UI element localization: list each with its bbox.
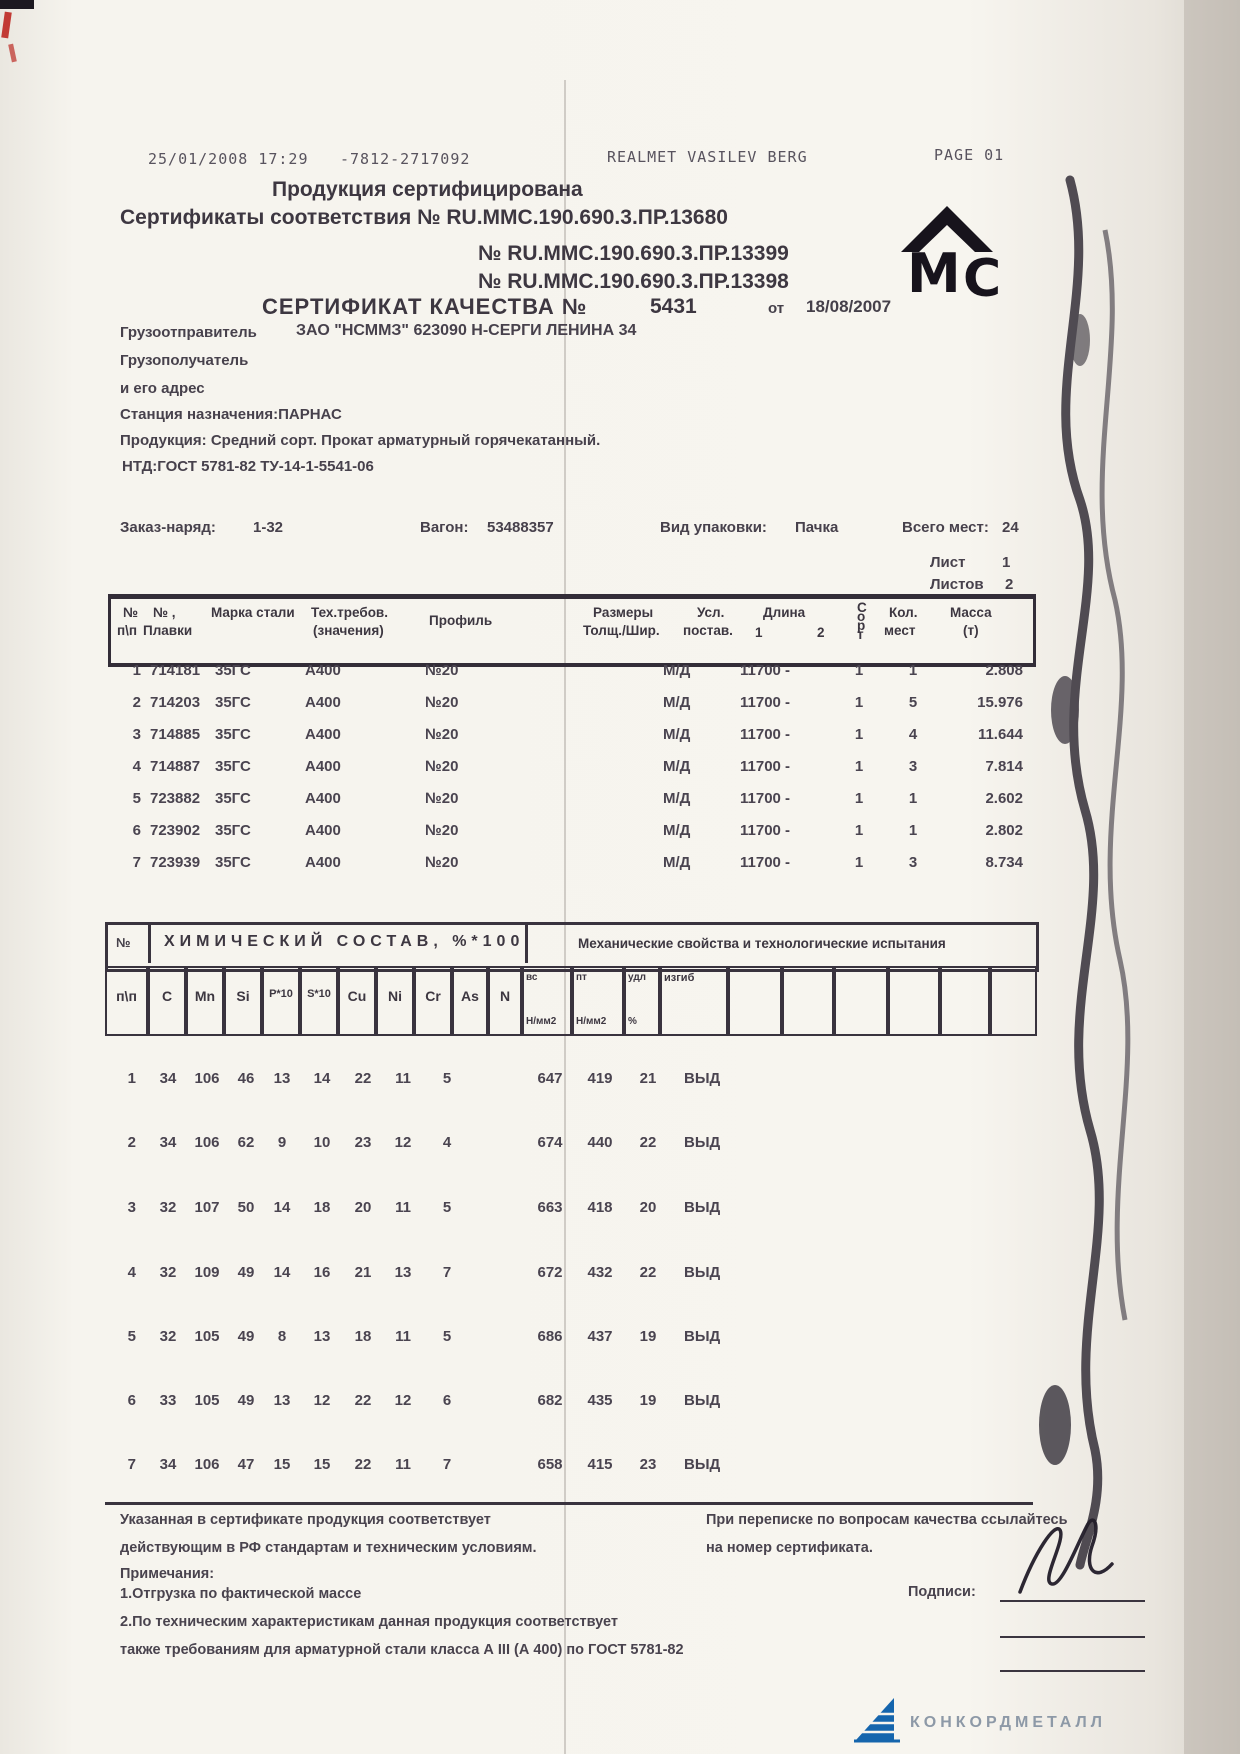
chem-table-title-band — [105, 922, 1039, 972]
row-no: 1 — [132, 662, 141, 679]
ntd-line: НТД:ГОСТ 5781-82 ТУ-14-1-5541-06 — [122, 458, 374, 475]
col-no: № — [123, 605, 139, 620]
profile: №20 — [425, 726, 459, 743]
places: 5 — [908, 694, 918, 711]
length: 11700 - — [740, 694, 791, 711]
delivery-terms: М/Д — [663, 790, 691, 807]
packing-label: Вид упаковки: — [660, 519, 767, 536]
chem-subcol-cr: Cr — [414, 966, 452, 1036]
chem-col-no: № — [116, 935, 131, 950]
places: 3 — [908, 854, 918, 871]
delivery-terms: М/Д — [663, 726, 691, 743]
mass: 2.802 — [985, 822, 1023, 839]
fax-datetime: 25/01/2008 17:29 — [148, 150, 309, 168]
mech-subcol-empty — [782, 966, 834, 1036]
row-no: 4 — [132, 758, 141, 775]
scan-corner-mark — [0, 0, 34, 9]
steel-grade: 35ГС — [215, 822, 251, 839]
footer-right-2: на номер сертификата. — [706, 1540, 873, 1556]
chem-subcol-mn: Mn — [186, 966, 224, 1036]
chem-subcol-ni: Ni — [376, 966, 414, 1036]
length: 11700 - — [740, 790, 791, 807]
total-places-value: 24 — [1002, 519, 1019, 536]
col-grade: Марка стали — [211, 605, 295, 620]
chem-table-row: 4 32 109 49 14 16 21 13 7 672 432 22 ВЫД — [127, 1264, 721, 1281]
footer-note-2: 2.По техническим характеристикам данная продукция соответствует — [120, 1614, 619, 1630]
col-tech: Тех.требов. — [311, 605, 388, 620]
total-places-label: Всего мест: — [902, 519, 989, 536]
signature-line — [1000, 1636, 1145, 1638]
melt-table-row — [0, 790, 1240, 812]
footer-notes-label: Примечания: — [120, 1566, 215, 1582]
col-places-sub: мест — [884, 623, 916, 638]
tech-req: А400 — [305, 726, 341, 743]
chem-subcol-n: N — [488, 966, 522, 1036]
col-melt: № , — [153, 605, 176, 620]
wagon-label: Вагон: — [420, 519, 469, 536]
footer-left-1: Указанная в сертификате продукция соответствует — [120, 1512, 491, 1528]
col-no-sub: п\п — [117, 623, 138, 638]
scan-red-mark — [1, 12, 12, 39]
sort: 1 — [854, 726, 864, 743]
melt-table-row — [0, 822, 1240, 844]
chem-subcol-as: As — [452, 966, 488, 1036]
steel-grade: 35ГС — [215, 854, 251, 871]
fax-page-number: PAGE 01 — [934, 146, 1005, 164]
tech-req: А400 — [305, 790, 341, 807]
profile: №20 — [425, 662, 459, 679]
chem-subcol-cu: Cu — [338, 966, 376, 1036]
places: 1 — [908, 790, 918, 807]
row-no: 2 — [132, 694, 141, 711]
melt-table-row — [0, 854, 1240, 876]
profile: №20 — [425, 758, 459, 775]
delivery-terms: М/Д — [663, 758, 691, 775]
melt-no: 723939 — [150, 854, 201, 871]
sort: 1 — [854, 758, 864, 775]
steel-grade: 35ГС — [215, 726, 251, 743]
packing-value: Пачка — [795, 519, 839, 536]
conformity-cert-3: № RU.ММС.190.690.3.ПР.13398 — [478, 270, 789, 293]
mass: 7.814 — [985, 758, 1023, 775]
sort: 1 — [854, 854, 864, 871]
melt-no: 714887 — [150, 758, 201, 775]
signature-line — [1000, 1600, 1145, 1602]
sort: 1 — [854, 822, 864, 839]
mech-subcol-empty — [834, 966, 888, 1036]
sort: 1 — [854, 662, 864, 679]
chem-subcol-c: C — [148, 966, 186, 1036]
melt-table-header — [108, 594, 1036, 667]
steel-grade: 35ГС — [215, 694, 251, 711]
melt-table-row — [0, 694, 1240, 716]
delivery-terms: М/Д — [663, 854, 691, 871]
mass: 11.644 — [977, 726, 1023, 743]
company-name: КОНКОРДМЕТАЛЛ — [910, 1714, 1107, 1731]
col-sizes: Размеры — [593, 605, 654, 620]
col-length-1: 1 — [755, 625, 763, 640]
mech-subcol-empty — [728, 966, 782, 1036]
melt-no: 714203 — [150, 694, 201, 711]
chem-table-row: 5 32 105 49 8 13 18 11 5 686 437 19 ВЫД — [127, 1328, 721, 1345]
svg-text:М: М — [907, 242, 961, 298]
scan-edge-band — [1184, 0, 1240, 1754]
length: 11700 - — [740, 822, 791, 839]
places: 4 — [908, 726, 918, 743]
certificate-title: СЕРТИФИКАТ КАЧЕСТВА № — [262, 294, 588, 319]
melt-no: 714885 — [150, 726, 201, 743]
steel-grade: 35ГС — [215, 758, 251, 775]
col-mass: Масса — [950, 605, 992, 620]
signatures-label: Подписи: — [908, 1584, 976, 1600]
footer-right-1: При переписке по вопросам качества ссылайтесь — [706, 1512, 1068, 1528]
col-tech-sub: (значения) — [313, 623, 384, 638]
row-no: 6 — [132, 822, 141, 839]
chem-subcol-s10: S*10 — [300, 966, 338, 1036]
chem-subcol-pp: п\п — [105, 966, 148, 1036]
profile: №20 — [425, 790, 459, 807]
col-places: Кол. — [889, 605, 918, 620]
melt-table-row — [0, 726, 1240, 748]
col-mass-sub: (т) — [963, 623, 979, 638]
conformity-cert-1: Сертификаты соответствия № RU.ММС.190.690.3.ПР.13680 — [120, 206, 728, 229]
delivery-terms: М/Д — [663, 662, 691, 679]
sort: 1 — [854, 790, 864, 807]
mech-subcol-izgib: изгиб — [660, 966, 728, 1036]
mech-subcol-empty — [990, 966, 1037, 1036]
sail-icon — [852, 1694, 902, 1744]
sort: 1 — [854, 694, 864, 711]
length: 11700 - — [740, 662, 791, 679]
consignor-label: Грузоотправитель — [120, 324, 257, 341]
consignee-label: Грузополучатель — [120, 352, 249, 369]
scan-red-mark — [8, 44, 17, 63]
footer-note-3: также требованиям для арматурной стали класса А III (А 400) по ГОСТ 5781-82 — [120, 1642, 684, 1658]
places: 1 — [908, 822, 918, 839]
tech-req: А400 — [305, 854, 341, 871]
mech-subcol-empty — [940, 966, 990, 1036]
places: 1 — [908, 662, 918, 679]
footer-left-2: действующим в РФ стандартам и техническим условиям. — [120, 1540, 537, 1556]
steel-grade: 35ГС — [215, 790, 251, 807]
profile: №20 — [425, 694, 459, 711]
mc-certification-logo — [895, 198, 1017, 303]
order-value: 1-32 — [253, 519, 284, 536]
tech-req: А400 — [305, 694, 341, 711]
chem-table-row: 3 32 107 50 14 18 20 11 5 663 418 20 ВЫД — [127, 1199, 721, 1216]
length: 11700 - — [740, 854, 791, 871]
mech-subcol-empty — [888, 966, 940, 1036]
sheets-total-value: 2 — [1005, 576, 1014, 593]
places: 3 — [908, 758, 918, 775]
konkordmetall-logo — [852, 1694, 902, 1749]
certificate-number: 5431 — [650, 295, 697, 318]
fax-sender: REALMET VASILEV BERG — [607, 148, 808, 166]
mech-subcol-vs: вс Н/мм2 — [522, 966, 572, 1036]
delivery-terms: М/Д — [663, 694, 691, 711]
sheets-total-label: Листов — [930, 576, 984, 593]
certified-line: Продукция сертифицирована — [272, 178, 583, 201]
mass: 15.976 — [977, 694, 1023, 711]
col-sizes-sub: Толщ./Шир. — [583, 623, 660, 638]
footer-note-1: 1.Отгрузка по фактической массе — [120, 1586, 362, 1602]
chem-title: ХИМИЧЕСКИЙ СОСТАВ, %*100 — [164, 933, 525, 950]
tech-req: А400 — [305, 822, 341, 839]
row-no: 5 — [132, 790, 141, 807]
mass: 8.734 — [985, 854, 1023, 871]
consignee-address-label: и его адрес — [120, 380, 205, 397]
svg-text:С: С — [963, 249, 1002, 298]
chem-table-row: 1 34 106 46 13 14 22 11 5 647 419 21 ВЫД — [127, 1070, 721, 1087]
product-line: Продукция: Средний сорт. Прокат арматурный горячекатанный. — [120, 432, 601, 449]
mech-subcol-pt: пт Н/мм2 — [572, 966, 624, 1036]
profile: №20 — [425, 854, 459, 871]
row-no: 3 — [132, 726, 141, 743]
chem-subcol-p10: P*10 — [262, 966, 300, 1036]
chem-subcol-si: Si — [224, 966, 262, 1036]
col-profile: Профиль — [429, 613, 493, 628]
chem-table-row: 6 33 105 49 13 12 22 12 6 682 435 19 ВЫД — [127, 1392, 721, 1409]
fax-number: -7812-2717092 — [340, 150, 471, 168]
melt-table-row — [0, 758, 1240, 780]
destination-station: Станция назначения:ПАРНАС — [120, 406, 342, 423]
profile: №20 — [425, 822, 459, 839]
mech-title: Механические свойства и технологические испытания — [578, 936, 946, 951]
sheet-label: Лист — [930, 554, 966, 571]
wagon-value: 53488357 — [487, 519, 554, 536]
col-terms-sub: постав. — [683, 623, 733, 638]
col-length-2: 2 — [817, 625, 825, 640]
certificate-date: 18/08/2007 — [806, 297, 892, 316]
steel-grade: 35ГС — [215, 662, 251, 679]
order-label: Заказ-наряд: — [120, 519, 216, 536]
col-terms: Усл. — [697, 605, 725, 620]
melt-no: 714181 — [150, 662, 201, 679]
length: 11700 - — [740, 726, 791, 743]
chem-table-row: 2 34 106 62 9 10 23 12 4 674 440 22 ВЫД — [127, 1134, 721, 1151]
row-no: 7 — [132, 854, 141, 871]
col-length: Длина — [763, 605, 806, 620]
melt-no: 723902 — [150, 822, 201, 839]
certificate-ot: от — [768, 300, 785, 317]
sheet-value: 1 — [1002, 554, 1011, 571]
mass: 2.602 — [985, 790, 1023, 807]
chem-table-row: 7 34 106 47 15 15 22 11 7 658 415 23 ВЫД — [127, 1456, 721, 1473]
delivery-terms: М/Д — [663, 822, 691, 839]
col-sort: Сорт — [857, 600, 867, 642]
col-melt-sub: Плавки — [143, 623, 193, 638]
mc-logo-icon — [895, 198, 1017, 298]
tech-req: А400 — [305, 662, 341, 679]
melt-no: 723882 — [150, 790, 201, 807]
length: 11700 - — [740, 758, 791, 775]
mass: 2.808 — [985, 662, 1023, 679]
melt-table-row — [0, 662, 1240, 684]
signature-line — [1000, 1670, 1145, 1672]
mech-subcol-udl: удл % — [624, 966, 660, 1036]
conformity-cert-2: № RU.ММС.190.690.3.ПР.13399 — [478, 242, 789, 265]
consignor-value: ЗАО "НСММЗ" 623090 Н-СЕРГИ ЛЕНИНА 34 — [296, 322, 637, 339]
footer-divider — [105, 1502, 1033, 1505]
tech-req: А400 — [305, 758, 341, 775]
